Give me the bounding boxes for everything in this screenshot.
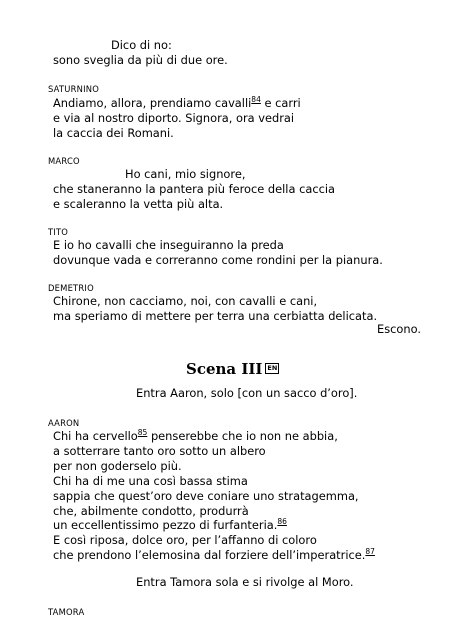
verse-line: che staneranno la pantera più feroce della caccia	[53, 182, 335, 196]
speaker-name: TITO	[48, 227, 69, 237]
verse-line: per non goderselo più.	[53, 459, 182, 473]
speaker-name: DEMETRIO	[48, 283, 94, 293]
verse-text: Andiamo, allora, prendiamo cavalli	[53, 96, 252, 110]
verse-line: E così riposa, dolce oro, per l’affanno di coloro	[53, 533, 317, 547]
footnote-ref-84[interactable]: 84	[251, 95, 261, 104]
stage-direction: Entra Aaron, solo [con un sacco d’oro].	[136, 386, 358, 400]
verse-line: che, abilmente condotto, produrrà	[53, 504, 249, 518]
verse-line: Chirone, non cacciamo, noi, con cavalli e cani,	[53, 294, 318, 308]
verse-line: dovunque vada e correranno come rondini per la pianura.	[53, 253, 383, 267]
stage-direction: Entra Tamora sola e si rivolge al Moro.	[136, 575, 354, 589]
footnote-ref-86[interactable]: 86	[277, 517, 287, 526]
verse-line: Ho cani, mio signore,	[125, 167, 246, 181]
verse-line: Chi ha di me una così bassa stima	[53, 474, 248, 488]
speaker-name: MARCO	[48, 156, 80, 166]
verse-line: e via al nostro diporto. Signora, ora vedrai	[53, 111, 295, 125]
verse-line	[53, 96, 301, 112]
speaker-name: TAMORA	[48, 607, 85, 617]
verse-text: Chi ha cervello	[53, 429, 138, 443]
verse-line	[53, 429, 338, 445]
scene-title: Scena III	[186, 360, 263, 378]
english-version-link[interactable]: EN	[267, 364, 278, 372]
exit-direction: Escono.	[377, 322, 421, 336]
scene-heading	[186, 359, 279, 378]
verse-line	[53, 548, 375, 564]
speaker-name: SATURNINO	[48, 84, 100, 94]
verse-line: sappia che quest’oro deve coniare uno stratagemma,	[53, 489, 359, 503]
verse-line: e scaleranno la vetta più alta.	[53, 197, 224, 211]
verse-text: e carri	[260, 96, 301, 110]
speaker-name: AARON	[48, 418, 80, 428]
verse-line	[53, 518, 287, 534]
verse-text: penserebbe che io non ne abbia,	[147, 429, 338, 443]
verse-line: ma speriamo di mettere per terra una cerbiatta delicata.	[53, 309, 378, 323]
verse-line: E io ho cavalli che inseguiranno la preda	[53, 238, 284, 252]
verse-text: che prendono l’elemosina dal forziere dell’imperatrice.	[53, 548, 366, 562]
verse-line: la caccia dei Romani.	[53, 126, 174, 140]
verse-line: sono sveglia da più di due ore.	[53, 53, 228, 67]
verse-line: Dico di no:	[111, 38, 172, 52]
footnote-ref-85[interactable]: 85	[137, 428, 148, 437]
footnote-ref-87[interactable]: 87	[365, 547, 375, 556]
verse-text: un eccellentissimo pezzo di furfanteria.	[53, 518, 278, 532]
verse-line: a sotterrare tanto oro sotto un albero	[53, 444, 266, 458]
